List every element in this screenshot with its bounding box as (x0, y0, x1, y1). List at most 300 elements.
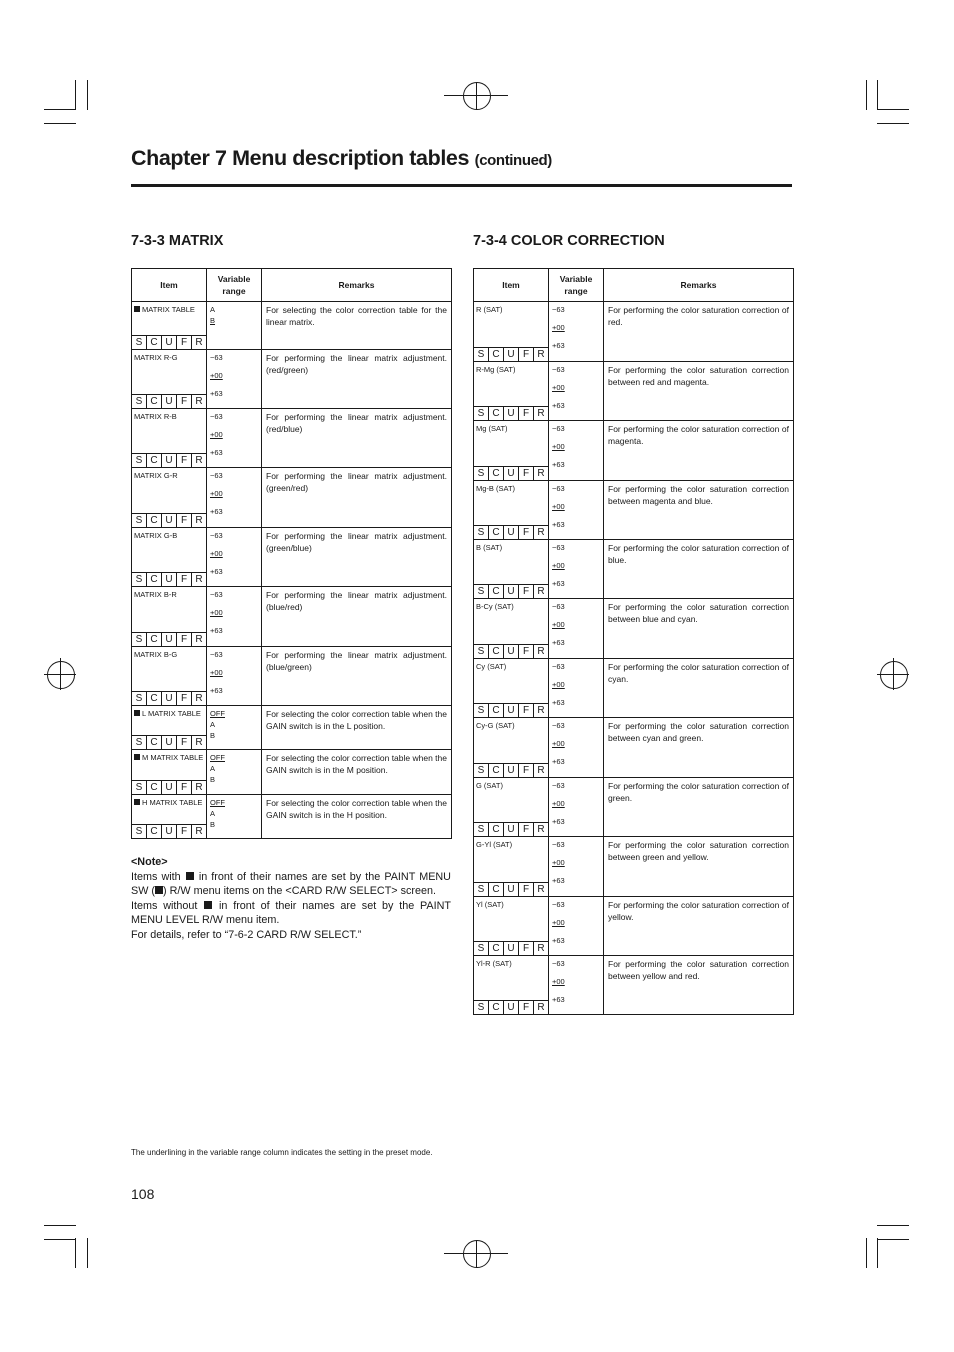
page-number: 108 (131, 1186, 155, 1202)
range-value: +00 (210, 489, 223, 498)
item-cell (474, 421, 549, 481)
flag-c: C (146, 395, 161, 408)
range-value: +63 (552, 995, 565, 1004)
scufr-flags (474, 584, 548, 598)
flag-u: U (161, 692, 176, 705)
flag-u: U (503, 526, 518, 539)
range-value: −63 (552, 484, 565, 493)
flag-s: S (135, 574, 143, 585)
table-row (132, 587, 452, 647)
flag-c: C (146, 781, 161, 794)
remarks-cell (604, 362, 794, 421)
flag-c: C (488, 883, 503, 896)
range-value: OFF (210, 753, 225, 762)
black-square-icon (204, 901, 212, 909)
range-value: −63 (210, 590, 223, 599)
flag-c: C (146, 633, 161, 646)
flag-f: F (518, 526, 533, 539)
flag-s: S (477, 884, 485, 895)
item-cell (474, 778, 549, 837)
table-row (474, 599, 794, 659)
flag-r: R (533, 883, 548, 896)
item-cell (474, 599, 549, 659)
scufr-flags (474, 822, 548, 836)
range-value: +00 (552, 383, 565, 392)
item-cell (132, 302, 207, 350)
flag-f: F (518, 942, 533, 955)
scufr-flags (474, 763, 548, 777)
flag-r: R (533, 585, 548, 598)
remarks-cell (604, 718, 794, 778)
flag-r: R (533, 645, 548, 658)
flag-r: R (191, 825, 206, 838)
range-value: OFF (210, 798, 225, 807)
flag-r: R (191, 736, 206, 749)
flag-c: C (146, 514, 161, 527)
flag-c: C (488, 764, 503, 777)
flag-r: R (533, 764, 548, 777)
range-value: +00 (552, 442, 565, 451)
item-cell (132, 528, 207, 587)
item-name: H MATRIX TABLE (132, 795, 206, 808)
remarks-cell (262, 750, 452, 795)
flag-s: S (135, 515, 143, 526)
flag-c: C (488, 467, 503, 480)
table-row (132, 795, 452, 839)
remarks-cell (262, 528, 452, 587)
range-cell (207, 302, 262, 350)
flag-c: C (488, 823, 503, 836)
range-value: +00 (552, 739, 565, 748)
range-value: A (210, 764, 216, 773)
range-value: +00 (552, 561, 565, 570)
flag-s: S (135, 455, 143, 466)
flag-u: U (503, 1001, 518, 1014)
scufr-flags (132, 824, 206, 838)
remarks-cell (604, 302, 794, 362)
range-value: +63 (552, 698, 565, 707)
table-row (474, 897, 794, 956)
range-cell (207, 706, 262, 750)
scufr-flags (132, 572, 206, 586)
flag-f: F (176, 454, 191, 467)
range-value: +00 (210, 549, 223, 558)
remarks-text: For performing the color saturation correction between red and magenta. (608, 365, 789, 387)
remarks-text: For performing the color saturation correction of red. (608, 305, 789, 327)
item-cell (132, 795, 207, 839)
range-value: +63 (210, 686, 223, 695)
range-cell (549, 897, 604, 956)
flag-u: U (503, 348, 518, 361)
flag-u: U (161, 336, 176, 349)
flag-f: F (176, 825, 191, 838)
item-cell (474, 540, 549, 599)
range-value: −63 (552, 662, 565, 671)
matrix-heading: 7-3-3 MATRIX (131, 233, 224, 249)
range-value: +63 (210, 389, 223, 398)
table-row (474, 778, 794, 837)
flag-c: C (488, 407, 503, 420)
range-value: +00 (210, 608, 223, 617)
flag-s: S (477, 824, 485, 835)
item-cell (132, 750, 207, 795)
flag-r: R (533, 1001, 548, 1014)
flag-s: S (135, 634, 143, 645)
black-square-icon (186, 872, 194, 880)
flag-r: R (533, 942, 548, 955)
range-value: −63 (210, 531, 223, 540)
item-name: M MATRIX TABLE (132, 750, 206, 763)
flag-u: U (161, 633, 176, 646)
flag-u: U (161, 514, 176, 527)
flag-u: U (503, 764, 518, 777)
remarks-cell (262, 795, 452, 839)
item-cell (132, 409, 207, 468)
table-row (132, 302, 452, 350)
range-value: −63 (210, 412, 223, 421)
range-value: +63 (552, 876, 565, 885)
range-value: +63 (210, 448, 223, 457)
black-square-icon (134, 710, 140, 716)
item-cell (474, 956, 549, 1015)
item-cell (474, 897, 549, 956)
range-value: +00 (552, 680, 565, 689)
flag-c: C (146, 736, 161, 749)
flag-u: U (503, 942, 518, 955)
table-row (474, 540, 794, 599)
remarks-text: For performing the color saturation correction of cyan. (608, 662, 789, 684)
column-header-range: Variable range (207, 269, 262, 302)
scufr-flags (474, 644, 548, 658)
remarks-text: For performing the color saturation correction of yellow. (608, 900, 789, 922)
range-value: +63 (552, 460, 565, 469)
flag-s: S (135, 826, 143, 837)
item-cell (132, 706, 207, 750)
item-name: MATRIX TABLE (132, 302, 206, 315)
range-cell (549, 599, 604, 659)
range-cell (549, 659, 604, 718)
item-cell (132, 587, 207, 647)
range-value: A (210, 809, 216, 818)
note-paragraph-3: For details, refer to “7-6-2 CARD R/W SELECT.” (131, 928, 362, 941)
scufr-flags (474, 882, 548, 896)
flag-f: F (176, 736, 191, 749)
flag-f: F (518, 764, 533, 777)
column-header-range: Variable range (549, 269, 604, 302)
scufr-flags (132, 632, 206, 646)
footnote: The underlining in the variable range column indicates the setting in the preset mode. (131, 1148, 433, 1157)
range-cell (549, 362, 604, 421)
scufr-flags (474, 466, 548, 480)
remarks-cell (604, 540, 794, 599)
flag-c: C (146, 692, 161, 705)
color-correction-table (473, 268, 794, 1015)
range-value: +00 (552, 323, 565, 332)
scufr-flags (474, 941, 548, 955)
table-row (474, 302, 794, 362)
flag-c: C (488, 585, 503, 598)
remarks-cell (604, 659, 794, 718)
note-title: <Note> (131, 856, 168, 868)
range-value: −63 (210, 471, 223, 480)
table-row (474, 362, 794, 421)
range-value: +00 (552, 502, 565, 511)
remarks-cell (262, 647, 452, 706)
remarks-cell (604, 599, 794, 659)
remarks-cell (262, 706, 452, 750)
scufr-flags (474, 703, 548, 717)
range-value: −63 (552, 781, 565, 790)
range-cell (207, 750, 262, 795)
flag-f: F (518, 585, 533, 598)
table-row (132, 706, 452, 750)
remarks-text: For performing the color saturation correction of green. (608, 781, 789, 803)
range-value: −63 (552, 840, 565, 849)
item-name: Mg-B (SAT) (476, 484, 516, 493)
range-value: +00 (552, 918, 565, 927)
item-name: Mg (SAT) (476, 424, 508, 433)
flag-s: S (477, 586, 485, 597)
flag-f: F (176, 395, 191, 408)
range-value: +63 (210, 626, 223, 635)
flag-f: F (518, 823, 533, 836)
flag-f: F (176, 514, 191, 527)
remarks-cell (604, 778, 794, 837)
flag-u: U (503, 407, 518, 420)
flag-r: R (191, 336, 206, 349)
range-value: B (210, 316, 216, 325)
item-cell (132, 350, 207, 409)
flag-f: F (518, 348, 533, 361)
range-cell (207, 528, 262, 587)
remarks-cell (262, 350, 452, 409)
item-name: G (SAT) (476, 781, 503, 790)
remarks-text: For selecting the color correction table for the linear matrix. (266, 305, 447, 327)
range-value: −63 (552, 900, 565, 909)
flag-r: R (191, 633, 206, 646)
scufr-flags (132, 335, 206, 349)
range-cell (549, 481, 604, 540)
black-square-icon (134, 754, 140, 760)
table-row (132, 350, 452, 409)
range-value: −63 (552, 543, 565, 552)
table-row (132, 528, 452, 587)
flag-f: F (518, 883, 533, 896)
remarks-text: For performing the linear matrix adjustment. (green/red) (266, 471, 447, 493)
range-cell (549, 778, 604, 837)
black-square-icon (134, 306, 140, 312)
flag-u: U (503, 467, 518, 480)
table-row (132, 647, 452, 706)
range-value: +63 (552, 757, 565, 766)
color-correction-heading: 7-3-4 COLOR CORRECTION (473, 233, 665, 249)
item-name: MATRIX R-G (134, 353, 178, 362)
table-row (132, 750, 452, 795)
item-name: L MATRIX TABLE (132, 706, 206, 719)
remarks-text: For performing the color saturation correction between green and yellow. (608, 840, 789, 862)
flag-f: F (176, 633, 191, 646)
range-value: B (210, 775, 216, 784)
black-square-icon (155, 886, 163, 894)
column-header-item: Item (132, 269, 207, 302)
flag-c: C (488, 645, 503, 658)
flag-r: R (191, 692, 206, 705)
range-value: +63 (552, 579, 565, 588)
table-row (132, 468, 452, 528)
range-value: −63 (552, 959, 565, 968)
flag-s: S (135, 782, 143, 793)
remarks-text: For selecting the color correction table when the GAIN switch is in the L position. (266, 709, 447, 731)
range-cell (549, 302, 604, 362)
flag-c: C (146, 454, 161, 467)
range-value: +63 (552, 520, 565, 529)
flag-s: S (477, 527, 485, 538)
flag-r: R (191, 395, 206, 408)
flag-f: F (518, 704, 533, 717)
remarks-cell (604, 837, 794, 897)
flag-s: S (477, 943, 485, 954)
note (131, 855, 451, 943)
scufr-flags (132, 453, 206, 467)
flag-f: F (176, 781, 191, 794)
scufr-flags (474, 406, 548, 420)
flag-c: C (488, 704, 503, 717)
range-value: −63 (210, 353, 223, 362)
flag-u: U (161, 736, 176, 749)
column-header-remarks: Remarks (604, 269, 794, 302)
title-rule (131, 184, 792, 187)
flag-r: R (533, 823, 548, 836)
range-cell (549, 421, 604, 481)
range-value: +63 (552, 638, 565, 647)
flag-s: S (135, 337, 143, 348)
column-header-item: Item (474, 269, 549, 302)
table-row (474, 956, 794, 1015)
flag-f: F (518, 645, 533, 658)
range-cell (207, 409, 262, 468)
flag-u: U (161, 825, 176, 838)
flag-c: C (488, 1001, 503, 1014)
range-value: +00 (210, 430, 223, 439)
flag-u: U (503, 883, 518, 896)
item-cell (474, 481, 549, 540)
chapter-title: Chapter 7 Menu description tables (continued) (131, 146, 552, 170)
scufr-flags (132, 780, 206, 794)
flag-f: F (176, 336, 191, 349)
remarks-text: For performing the color saturation correction of blue. (608, 543, 789, 565)
remarks-cell (604, 421, 794, 481)
column-header-remarks: Remarks (262, 269, 452, 302)
flag-u: U (503, 704, 518, 717)
range-cell (207, 647, 262, 706)
flag-s: S (477, 646, 485, 657)
flag-r: R (533, 526, 548, 539)
range-cell (549, 718, 604, 778)
range-cell (207, 350, 262, 409)
flag-u: U (503, 645, 518, 658)
range-value: +00 (552, 620, 565, 629)
flag-s: S (477, 705, 485, 716)
range-cell (549, 837, 604, 897)
range-value: B (210, 731, 216, 740)
range-value: +00 (210, 668, 223, 677)
flag-f: F (518, 407, 533, 420)
item-cell (132, 468, 207, 528)
item-name: MATRIX R-B (134, 412, 177, 421)
range-value: −63 (210, 650, 223, 659)
remarks-cell (262, 587, 452, 647)
flag-f: F (518, 467, 533, 480)
flag-r: R (191, 454, 206, 467)
flag-u: U (503, 585, 518, 598)
continued-label: (continued) (474, 152, 552, 169)
item-name: MATRIX G-R (134, 471, 178, 480)
range-cell (207, 468, 262, 528)
item-name: R-Mg (SAT) (476, 365, 516, 374)
flag-s: S (135, 693, 143, 704)
note-paragraph-1: Items with in front of their names are set by the PAINT MENU SW ( ) R/W menu items on the <CARD R/W SELECT> screen. (131, 870, 451, 898)
remarks-cell (604, 897, 794, 956)
range-value: A (210, 305, 216, 314)
range-value: A (210, 720, 216, 729)
item-name: MATRIX B-R (134, 590, 177, 599)
item-name: G-Yl (SAT) (476, 840, 513, 849)
flag-f: F (518, 1001, 533, 1014)
table-row (474, 481, 794, 540)
remarks-cell (604, 481, 794, 540)
flag-u: U (161, 454, 176, 467)
flag-r: R (191, 781, 206, 794)
remarks-text: For performing the linear matrix adjustment. (red/blue) (266, 412, 447, 434)
range-value: +63 (552, 401, 565, 410)
flag-s: S (135, 737, 143, 748)
flag-r: R (533, 704, 548, 717)
matrix-table (131, 268, 452, 839)
remarks-cell (262, 409, 452, 468)
remarks-text: For performing the linear matrix adjustment. (red/green) (266, 353, 447, 375)
flag-f: F (176, 692, 191, 705)
flag-r: R (533, 348, 548, 361)
range-value: +00 (552, 977, 565, 986)
remarks-cell (604, 956, 794, 1015)
flag-c: C (146, 336, 161, 349)
table-row (474, 421, 794, 481)
note-paragraph-2: Items without in front of their names are set by the PAINT MENU LEVEL R/W menu item. (131, 899, 451, 927)
flag-s: S (477, 468, 485, 479)
item-cell (474, 718, 549, 778)
flag-s: S (477, 408, 485, 419)
flag-c: C (146, 573, 161, 586)
remarks-text: For performing the linear matrix adjustment. (blue/red) (266, 590, 447, 612)
scufr-flags (132, 513, 206, 527)
item-cell (474, 362, 549, 421)
flag-r: R (533, 467, 548, 480)
remarks-text: For performing the linear matrix adjustment. (blue/green) (266, 650, 447, 672)
item-cell (132, 647, 207, 706)
black-square-icon (134, 799, 140, 805)
item-name: B (SAT) (476, 543, 503, 552)
range-value: OFF (210, 709, 225, 718)
item-name: B-Cy (SAT) (476, 602, 514, 611)
flag-u: U (503, 823, 518, 836)
table-row (132, 409, 452, 468)
remarks-text: For performing the color saturation correction between cyan and green. (608, 721, 789, 743)
range-value: −63 (552, 424, 565, 433)
flag-u: U (161, 395, 176, 408)
scufr-flags (132, 735, 206, 749)
flag-u: U (161, 781, 176, 794)
remarks-text: For performing the color saturation correction between blue and cyan. (608, 602, 789, 624)
